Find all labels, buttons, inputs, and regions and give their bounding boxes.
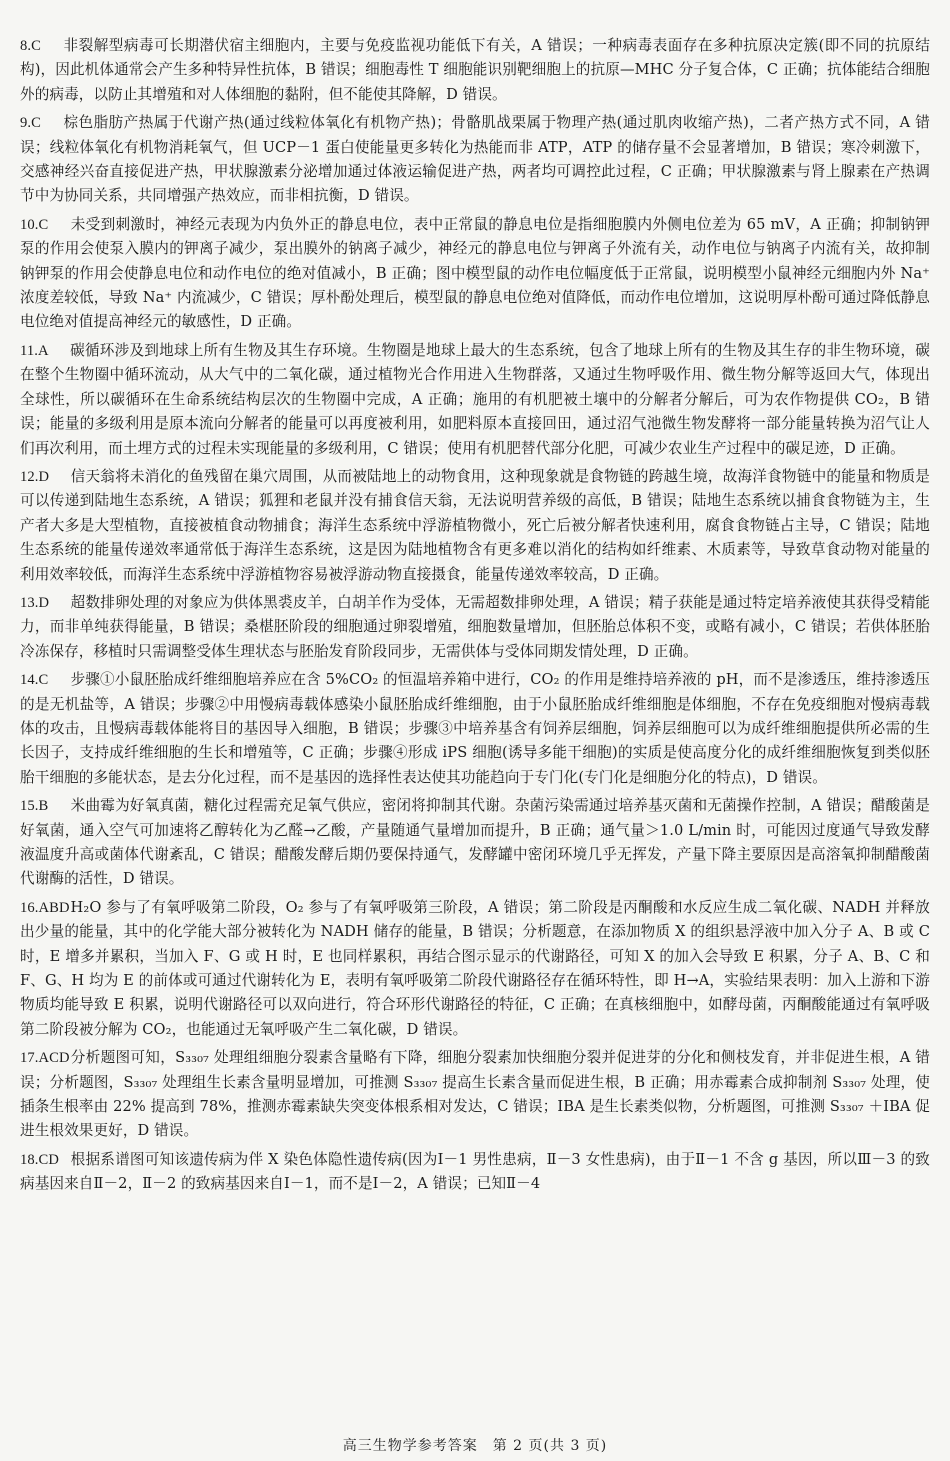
item-explanation: 超数排卵处理的对象应为供体黑裘皮羊，白胡羊作为受体，无需超数排卵处理，A 错误；精子获能是通过特定培养液使其获得受精能力，而非单纯获得能量，B 错误；桑椹胚阶段的细胞通过卵裂增殖，细胞数量增加，但胚胎总体积不变，或略有减小，C 错误；若供体胚胎冷冻保存，移植时只需调整受体生理状态与胚胎发育阶段同步，无需供体与受体同期发情处理，D 正确。 <box>20 593 930 660</box>
answer-list <box>20 34 930 1197</box>
answer-item <box>20 794 930 892</box>
answer-item <box>20 339 930 461</box>
item-explanation: 未受到刺激时，神经元表现为内负外正的静息电位，表中正常鼠的静息电位是指细胞膜内外侧电位差为 65 mV，A 正确；抑制钠钾泵的作用会使泵入膜内的钾离子减少，泵出膜外的钠离子减少，神经元的静息电位与钾离子外流有关，动作电位与钠离子内流有关，故抑制钠钾泵的作用会使静息电位和动作电位的绝对值减小，B 正确；图中模型鼠的动作电位幅度低于正常鼠，说明模型小鼠神经元细胞内外 Na⁺ 浓度差较低，导致 Na⁺ 内流减少，C 错误；厚朴酚处理后，模型鼠的静息电位绝对值降低，而动作电位增加，这说明厚朴酚可通过降低静息电位绝对值提高神经元的敏感性，D 正确。 <box>20 215 930 331</box>
item-explanation: 米曲霉为好氧真菌，糖化过程需充足氧气供应，密闭将抑制其代谢。杂菌污染需通过培养基灭菌和无菌操作控制，A 错误；醋酸菌是好氧菌，通入空气可加速将乙醇转化为乙醛→乙酸，产量随通气量增加而提升，B 正确；通气量＞1.0 L/min 时，可能因过度通气导致发酵液温度升高或菌体代谢紊乱，C 错误；醋酸发酵后期仍要保持通气，发酵罐中密闭环境几乎无挥发，产量下降主要原因是高溶氧抑制醋酸菌代谢酶的活性，D 错误。 <box>20 797 930 888</box>
item-answer: C <box>38 672 49 689</box>
item-answer: C <box>38 216 49 233</box>
item-answer: ABD <box>38 899 70 916</box>
item-explanation: 碳循环涉及到地球上所有生物及其生存环境。生物圈是地球上最大的生态系统，包含了地球上所有的生物及其生存的非生物环境，碳在整个生物圈中循环流动，从大气中的二氧化碳，通过植物光合作用进入生物群落，又通过生物呼吸作用、微生物分解等返回大气，体现出全球性，所以碳循环在生命系统结构层次的生物圈中完成，A 正确；施用的有机肥被土壤中的分解者分解后，可为农作物提供 CO₂，B 错误；能量的多级利用是原本流向分解者的能量可以再度被利用，如肥料原本直接回田，通过沼气池微生物发酵将一部分能量转换为沼气让人们再次利用，而土埋方式的过程未实现能量的多级利用，C 错误；使用有机肥替代部分化肥，可减少农业生产过程中的碳足迹，D 正确。 <box>20 341 930 457</box>
item-number: 10. <box>20 216 39 233</box>
item-explanation: H₂O 参与了有氧呼吸第二阶段，O₂ 参与了有氧呼吸第三阶段，A 错误；第二阶段是丙酮酸和水反应生成二氧化碳、NADH 并释放出少量的能量，其中的化学能大部分被转化为 NADH 储存的能量，B 错误；分析题意，在添加物质 X 的组织悬浮液中加入分子 A、B 或 C 时，E 增多并累积，当加入 F、G 或 H 时，E 也同样累积，再结合图示显示的代谢路径，可知 X 的加入会导致 E 积累，分子 A、B、C 和 F、G、H 均为 E 的前体或可通过代谢转化为 E，表明有氧呼吸第二阶段代谢路径存在循环特性，即 H→A，实验结果表明：加入上游和下游物质均能导致 E 积累，说明代谢路径可以双向进行，符合环形代谢路径的特征，C 正确；在真核细胞中，如酵母菌，丙酮酸能通过有氧呼吸第二阶段被分解为 CO₂，也能通过无氧呼吸产生二氧化碳，D 错误。 <box>20 898 930 1038</box>
item-answer: C <box>31 115 41 132</box>
item-explanation: 信天翁将未消化的鱼残留在巢穴周围，从而被陆地上的动物食用，这种现象就是食物链的跨越生境，故海洋食物链中的能量和物质是可以传递到陆地生态系统，A 错误；狐狸和老鼠并没有捕食信天翁，无法说明营养级的高低，B 错误；陆地生态系统以捕食食物链为主，生产者大多是大型植物，直接被植食动物捕食；海洋生态系统中浮游植物微小，死亡后被分解者快速利用，腐食食物链占主导，C 错误；陆地生态系统的能量传递效率通常低于海洋生态系统，这是因为陆地植物含有更多难以消化的结构如纤维素、木质素等，导致草食动物对能量的利用效率较低，而海洋生态系统中浮游植物容易被浮游动物直接摄食，能量传递效率较高，D 正确。 <box>20 467 930 583</box>
item-answer: D <box>38 468 50 485</box>
answer-item <box>20 1046 930 1144</box>
answer-item <box>20 213 930 335</box>
item-explanation: 根据系谱图可知该遗传病为伴 X 染色体隐性遗传病(因为Ⅰ－1 男性患病，Ⅱ－3 女性患病)，由于Ⅱ－1 不含 g 基因，所以Ⅲ－3 的致病基因来自Ⅱ－2，Ⅱ－2 的致病基因来自Ⅰ－1，而不是Ⅰ－2，A 错误；已知Ⅱ－4 <box>20 1150 930 1193</box>
item-number: 8. <box>20 38 32 54</box>
item-explanation: 棕色脂肪产热属于代谢产热(通过线粒体氧化有机物产热)；骨骼肌战栗属于物理产热(通过肌肉收缩产热)，二者产热方式不同，A 错误；线粒体氧化有机物消耗氧气，但 UCP－1 蛋白使能量更多转化为热能而非 ATP，ATP 的储存量不会显著增加，B 错误；寒冷刺激下，交感神经兴奋直接促进产热，甲状腺激素分泌增加通过体液运输促进产热，两者均可调控此过程，C 正确；甲状腺激素与肾上腺素在产热调节中为协同关系，共同增强产热效应，而非相抗衡，D 错误。 <box>20 114 930 205</box>
answer-item <box>20 591 930 664</box>
item-number: 16. <box>20 899 39 916</box>
item-number: 13. <box>20 594 39 611</box>
item-answer: C <box>31 38 41 54</box>
item-answer: B <box>38 798 49 815</box>
item-number: 9. <box>20 115 32 132</box>
answer-item <box>20 1148 930 1197</box>
item-answer: D <box>38 594 50 611</box>
answer-item <box>20 668 930 790</box>
item-answer: CD <box>38 1151 60 1168</box>
item-number: 15. <box>20 798 39 815</box>
item-number: 14. <box>20 672 39 689</box>
item-number: 11. <box>20 342 39 359</box>
answer-item <box>20 896 930 1042</box>
item-number: 18. <box>20 1151 39 1168</box>
item-explanation: 非裂解型病毒可长期潜伏宿主细胞内，主要与免疫监视功能低下有关，A 错误；一种病毒表面存在多种抗原决定簇(即不同的抗原结构)，因此机体通常会产生多种特异性抗体，B 错误；细胞毒性 T 细胞能识别靶细胞上的抗原—MHC 分子复合体，C 正确；抗体能结合细胞外的病毒，以防止其增殖和对人体细胞的黏附，但不能使其降解，D 错误。 <box>20 37 930 103</box>
answer-item <box>20 34 930 107</box>
answer-item <box>20 111 930 209</box>
item-explanation: 步骤①小鼠胚胎成纤维细胞培养应在含 5%CO₂ 的恒温培养箱中进行，CO₂ 的作用是维持培养液的 pH，而不是渗透压，维持渗透压的是无机盐等，A 错误；步骤②中用慢病毒载体感染小鼠胚胎成纤维细胞，由于小鼠胚胎成纤维细胞是体细胞，不存在免疫细胞对慢病毒载体的攻击，且慢病毒载体能将目的基因导入细胞，B 错误；步骤③中培养基含有饲养层细胞，饲养层细胞可以为成纤维细胞提供所必需的生长因子，支持成纤维细胞的生长和增殖等，C 正确；步骤④形成 iPS 细胞(诱导多能干细胞)的实质是使高度分化的成纤维细胞恢复到类似胚胎干细胞的多能状态，是去分化过程，而不是基因的选择性表达使其功能趋向于专门化(专门化是细胞分化的特点)，D 错误。 <box>20 671 930 786</box>
item-answer: A <box>38 342 49 359</box>
page-footer: 高三生物学参考答案 第 2 页(共 3 页) <box>342 1438 608 1454</box>
item-explanation: 分析题图可知，S₃₃₀₇ 处理组细胞分裂素含量略有下降，细胞分裂素加快细胞分裂并促进芽的分化和侧枝发育，并非促进生根，A 错误；分析题图，S₃₃₀₇ 处理组生长素含量明显增加，可推测 S₃₃₀₇ 提高生长素含量而促进生根，B 正确；用赤霉素合成抑制剂 S₃₃₀₇ 处理，使插条生根率由 22% 提高到 78%，推测赤霉素缺失突变体根系相对发达，C 错误；IBA 是生长素类似物，分析题图，可推测 S₃₃₀₇ ＋IBA 促进生根效果更好，D 错误。 <box>20 1049 930 1140</box>
answer-item <box>20 465 930 587</box>
item-number: 12. <box>20 468 39 485</box>
item-number: 17. <box>20 1050 39 1067</box>
item-answer: ACD <box>38 1050 70 1067</box>
